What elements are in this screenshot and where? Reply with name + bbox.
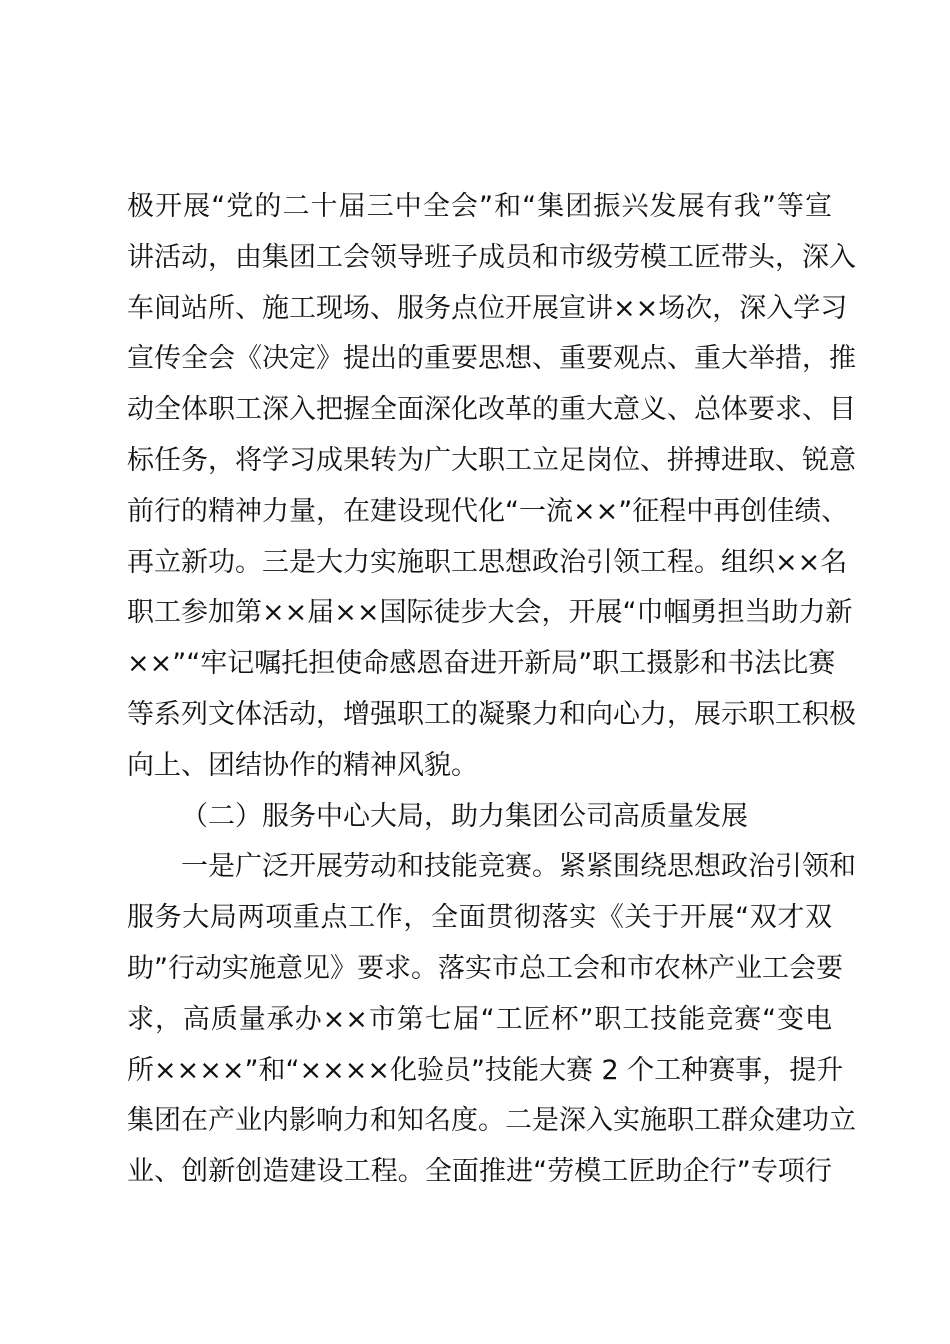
paragraph-line-9: 职工参加第××届××国际徒步大会，开展“巾帼勇担当助力新 — [127, 597, 853, 629]
paragraph-line-2: 讲活动，由集团工会领导班子成员和市级劳模工匠带头，深入 — [127, 241, 856, 273]
paragraph-line-20: 业、创新创造建设工程。全面推进“劳模工匠助企行”专项行 — [127, 1156, 832, 1188]
document-body — [127, 182, 856, 1198]
paragraph-line-4: 宣传全会《决定》提出的重要思想、重要观点、重大举措，推 — [127, 343, 856, 375]
paragraph-line-5: 动全体职工深入把握全面深化改革的重大意义、总体要求、目 — [127, 394, 856, 426]
paragraph-line-12: 向上、团结协作的精神风貌。 — [127, 749, 478, 781]
paragraph-line-8: 再立新功。三是大力实施职工思想政治引领工程。组织××名 — [127, 546, 848, 578]
paragraph-line-1: 极开展“党的二十届三中全会”和“集团振兴发展有我”等宣 — [127, 191, 832, 222]
paragraph-line-15: 服务大局两项重点工作，全面贯彻落实《关于开展“双才双 — [127, 902, 832, 934]
paragraph-line-19: 集团在产业内影响力和知名度。二是深入实施职工群众建功立 — [127, 1105, 856, 1137]
paragraph-line-18: 所××××”和“××××化验员”技能大赛 2 个工种赛事，提升 — [127, 1054, 844, 1086]
paragraph-line-3: 车间站所、施工现场、服务点位开展宣讲××场次，深入学习 — [127, 292, 848, 324]
paragraph-line-6: 标任务，将学习成果转为广大职工立足岗位、拼搏进取、锐意 — [127, 444, 856, 476]
section-heading: （二）服务中心大局，助力集团公司高质量发展 — [181, 800, 748, 832]
paragraph-line-17: 求，高质量承办××市第七届“工匠杯”职工技能竞赛“变电 — [127, 1003, 832, 1035]
paragraph-line-10: ××”“牢记嘱托担使命感恩奋进开新局”职工摄影和书法比赛 — [127, 648, 836, 680]
paragraph-line-7: 前行的精神力量，在建设现代化“一流××”征程中再创佳绩、 — [127, 495, 849, 527]
paragraph-line-14: 一是广泛开展劳动和技能竞赛。紧紧围绕思想政治引领和 — [181, 851, 856, 883]
paragraph-line-11: 等系列文体活动，增强职工的凝聚力和向心力，展示职工积极 — [127, 698, 856, 730]
paragraph-line-16: 助”行动实施意见》要求。落实市总工会和市农林产业工会要 — [127, 952, 843, 984]
